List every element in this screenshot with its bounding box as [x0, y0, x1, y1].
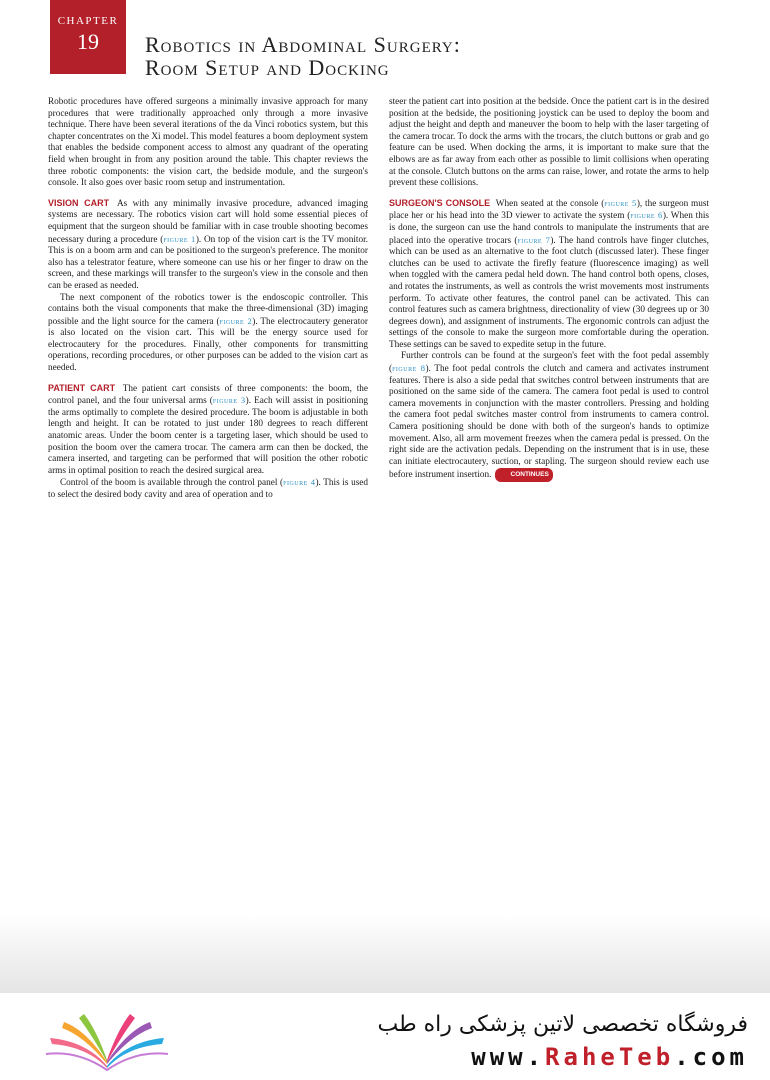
body-text: As with any minimally invasive procedure, advanced imaging systems are necessary. The robotics vision cart will hold some essential pieces of equipment that the surgeon should be familiar with in case trouble shooting becomes necessary during a procedure ( — [48, 198, 368, 245]
body-text: The patient cart consists of three components: the boom, the control panel, and the four universal arms ( — [48, 383, 368, 407]
figure-ref-8[interactable]: figure 8 — [392, 363, 426, 374]
body-text: Further controls can be found at the surgeon's feet with the foot pedal assembly ( — [389, 351, 709, 375]
body-text: ). On top of the vision cart is the TV monitor. This is on a boom arm and can be positioned to the surgeon's preference. The monitor also has a telestrator feature, where someone can use his or her finger to draw on the screen, and these markings will transfer to the surgeon's view in the console and then can be erased as needed. — [48, 234, 368, 291]
body-text: Control of the boom is available through the control panel ( — [60, 478, 284, 489]
section-heading-patient-cart: PATIENT CART — [48, 382, 116, 393]
figure-ref-5[interactable]: figure 5 — [604, 197, 637, 208]
footer-url-brand: RaheTeb — [545, 1043, 675, 1071]
section-heading-vision-cart: VISION CART — [48, 197, 110, 208]
figure-ref-6[interactable]: figure 6 — [630, 210, 663, 221]
page-bottom-shadow — [0, 915, 770, 1000]
body-text: ). The electrocautery generator is also located on the vision cart. This will be the energy source used for electrocautery for the procedures. Finally, other components for transmitting operations, recording procedures, or other purposes can be added to the vision cart as needed. — [48, 316, 368, 374]
left-column — [48, 97, 368, 502]
surgeon-console-paragraph-1 — [389, 198, 709, 352]
chapter-title-line1: Robotics in Abdominal Surgery: — [145, 32, 461, 57]
book-logo-icon — [42, 1010, 172, 1072]
footer-url-prefix: www. — [471, 1043, 546, 1071]
footer-store-name: فروشگاه تخصصی لاتین پزشکی راه طب — [377, 1012, 748, 1037]
body-text: The next component of the robotics tower is the endoscopic controller. This contains both the visual components that make the three-dimensional (3D) imaging possible and the light source for the camera ( — [48, 292, 368, 327]
figure-ref-7[interactable]: figure 7 — [517, 234, 551, 245]
figure-ref-1[interactable]: figure 1 — [163, 233, 196, 244]
vision-cart-paragraph-1 — [48, 198, 368, 293]
patient-cart-paragraph-2 — [48, 477, 368, 501]
figure-ref-2[interactable]: figure 2 — [219, 315, 253, 326]
section-heading-surgeons-console: SURGEON'S CONSOLE — [389, 197, 491, 208]
footer-url[interactable] — [471, 1043, 748, 1071]
footer-url-suffix: .com — [674, 1043, 748, 1071]
chapter-label: CHAPTER — [57, 15, 119, 27]
surgeon-console-paragraph-2 — [389, 351, 709, 482]
body-text: ), the surgeon must place her or his head into the 3D viewer to activate the system ( — [389, 198, 710, 222]
body-text: ). This is used to select the desired body cavity and area of operation and to — [48, 478, 369, 500]
patient-cart-paragraph-1 — [48, 383, 368, 478]
body-text: ). The foot pedal controls the clutch and camera and activates instrument features. There is also a side pedal that switches control between instruments that are positioned on the same side of the camera. The camera foot pedal is used to control camera movements in conjunction with the master controllers. Pressing and holding the camera foot pedal switches master control from instruments to camera control. Camera positioning should be done with both of the surgeon's hands to optimize movement. Also, all arm movement freezes when the camera pedal is pressed. On the right side are the activation pedals. Depending on the instrument that is in use, these can initiate electrocautery, suction, or stapling. The surgeon should review each use before instrument insertion. — [389, 364, 710, 481]
body-text: ). Each will assist in positioning the arms optimally to complete the desired procedure. The boom is adjustable in both length and height. It can be rotated to just under 180 degrees to reach different anatomic areas. Under the boom center is a targeting laser, which should be used to position the boom over the camera trocar. The camera arm can then be docked, the camera inserted, and targeting can be performed that will position the other robotic arms in optimal position to reach the desired surgical area. — [48, 396, 368, 476]
vision-cart-paragraph-2 — [48, 293, 368, 375]
right-column — [389, 97, 709, 482]
figure-ref-4[interactable]: figure 4 — [283, 477, 316, 488]
patient-cart-continued: steer the patient cart into position at the bedside. Once the patient cart is in the desired position at the bedside, the positioning joystick can be used to deploy the boom and adjust the height and depth and maneuver the boom to help with the laser targeting of the camera trocar. To dock the arms with the trocars, the clutch buttons or grab and go feature can be used. When docking the arms, it is important to make sure that the elbows are as far away from each other as possible to limit collisions when operating at the console. Clutch buttons on the arms can raise, lower, and rotate the arms to help prevent these collisions. — [389, 97, 709, 189]
intro-paragraph: Robotic procedures have offered surgeons a minimally invasive approach for many procedures that were traditionally approached only through a more invasive technique. There have been several iterations of the da Vinci robotics system, but this chapter concentrates on the Xi model. This model features a boom deployment system that enables the bedside component access to almost any quadrant of the operating field when brought in from any position around the table. This chapter reviews the three robotic components: the vision cart, the bedside module, and the surgeon's console. It also goes over basic room setup and instrumentation. — [48, 97, 368, 189]
continues-badge[interactable]: CONTINUES — [495, 468, 553, 482]
chapter-number: 19 — [77, 29, 99, 54]
body-text: When seated at the console ( — [495, 198, 605, 209]
figure-ref-3[interactable]: figure 3 — [212, 395, 246, 406]
body-text: ). The hand controls have finger clutches, which can be used as an alternative to the foot clutch (discussed later). These finger clutches can be used to activate the firefly feature (fluorescence imaging) as well when toggled with the camera pedal held down. The hand control both opens, closes, and rotates the instruments, as well as controls the wrist movements most instruments perform. To activate other features, the control panel can be activated. This can control features such as camera brightness, directionality of view (30 degrees up or 30 degrees down), and assignment of instruments. The ergonomic controls can adjust the settings of the console to make the surgeon more comfortable during the operation. These settings can be saved to expedite setup in the future. — [389, 235, 709, 350]
chapter-title — [145, 33, 461, 79]
body-text: ). When this is done, the surgeon can use the hand controls to manipulate the instruments that are placed into the operative trocars ( — [389, 211, 710, 246]
chapter-badge — [50, 0, 126, 74]
chapter-title-line2: Room Setup and Docking — [145, 55, 390, 80]
